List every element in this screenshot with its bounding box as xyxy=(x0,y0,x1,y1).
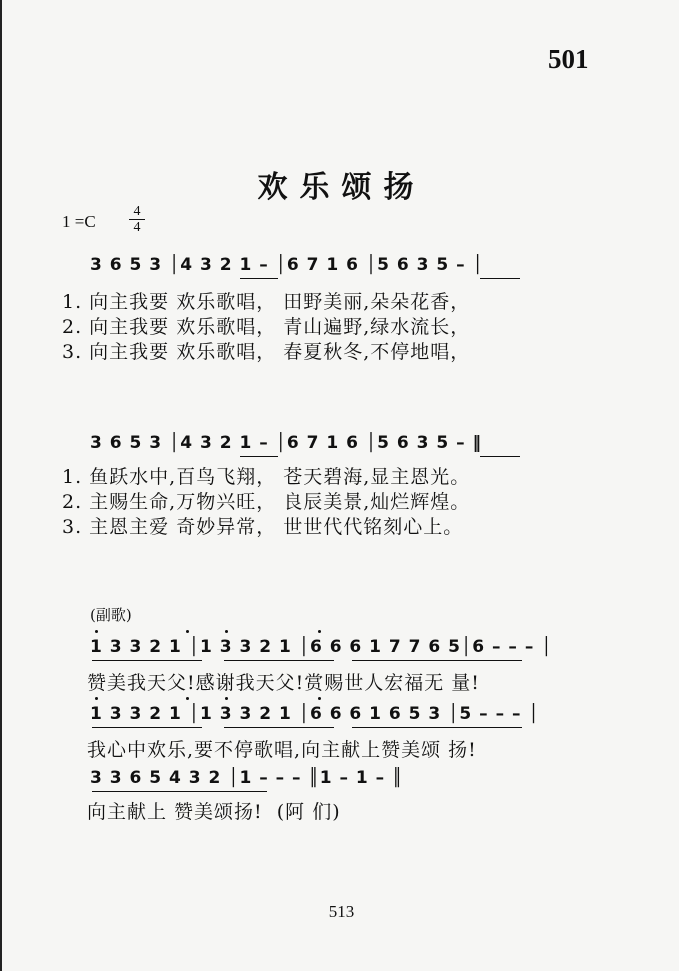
high-octave-dot xyxy=(186,630,189,633)
section1-lyric-1: 1. 向主我要 欢乐歌唱， 田野美丽,朵朵花香， xyxy=(62,291,471,313)
note-beam xyxy=(92,660,202,661)
high-octave-dot xyxy=(318,630,321,633)
section2-lyric-2: 2. 主赐生命,万物兴旺， 良辰美景,灿烂辉煌。 xyxy=(62,491,471,513)
chorus-line1-lyrics: 赞美我天父!感谢我天父!赏赐世人宏福无 量! xyxy=(87,672,480,694)
high-octave-dot xyxy=(225,630,228,633)
section2-lyric-3: 3. 主恩主爱 奇妙异常， 世世代代铭刻心上。 xyxy=(62,516,464,538)
note-beam xyxy=(240,456,278,457)
chorus-line3-notes: 3 3 6 5 4 3 2 │1 – – – ║1 – 1 – ║ xyxy=(90,768,404,788)
chorus-line2-notes: 1 3 3 2 1 │1 3 3 2 1 │6 6 6 1 6 5 3 │5 – – – │ xyxy=(90,704,540,724)
high-octave-dot xyxy=(186,697,189,700)
section1-notes: 3 6 5 3 │4 3 2 1 – │6 7 1 6 │5 6 3 5 – │ xyxy=(90,255,484,275)
hymn-title: 欢乐颂扬 xyxy=(257,170,426,205)
high-octave-dot xyxy=(95,630,98,633)
note-beam xyxy=(480,278,520,279)
chorus-label: (副歌) xyxy=(90,606,132,624)
meter-top: 4 xyxy=(133,204,141,219)
chorus-line2-lyrics: 我心中欢乐,要不停歌唱,向主献上赞美颂 扬! xyxy=(87,739,477,761)
time-signature xyxy=(129,204,145,235)
note-beam xyxy=(92,727,202,728)
note-beam xyxy=(480,456,520,457)
note-beam xyxy=(224,660,334,661)
section1-lyric-3: 3. 向主我要 欢乐歌唱， 春夏秋冬,不停地唱， xyxy=(62,341,471,363)
high-octave-dot xyxy=(225,697,228,700)
note-beam xyxy=(240,278,278,279)
note-beam xyxy=(224,727,334,728)
note-beam xyxy=(352,727,522,728)
note-beam xyxy=(352,660,522,661)
section1-lyric-2: 2. 向主我要 欢乐歌唱， 青山遍野,绿水流长， xyxy=(62,316,471,338)
chorus-line1-notes: 1 3 3 2 1 │1 3 3 2 1 │6 6 6 1 7 7 6 5│6 – – – │ xyxy=(90,637,553,657)
page-number: 513 xyxy=(328,902,355,921)
meter-bottom: 4 xyxy=(129,219,145,235)
key-signature: 1 =C xyxy=(62,212,96,231)
note-beam xyxy=(92,791,267,792)
high-octave-dot xyxy=(95,697,98,700)
hymn-number: 501 xyxy=(548,44,589,74)
section2-lyric-1: 1. 鱼跃水中,百鸟飞翔， 苍天碧海,显主恩光。 xyxy=(62,466,471,488)
chorus-line3-lyrics: 向主献上 赞美颂扬! (阿 们) xyxy=(87,801,341,823)
high-octave-dot xyxy=(318,697,321,700)
section2-notes: 3 6 5 3 │4 3 2 1 – │6 7 1 6 │5 6 3 5 – ‖ xyxy=(90,433,482,453)
